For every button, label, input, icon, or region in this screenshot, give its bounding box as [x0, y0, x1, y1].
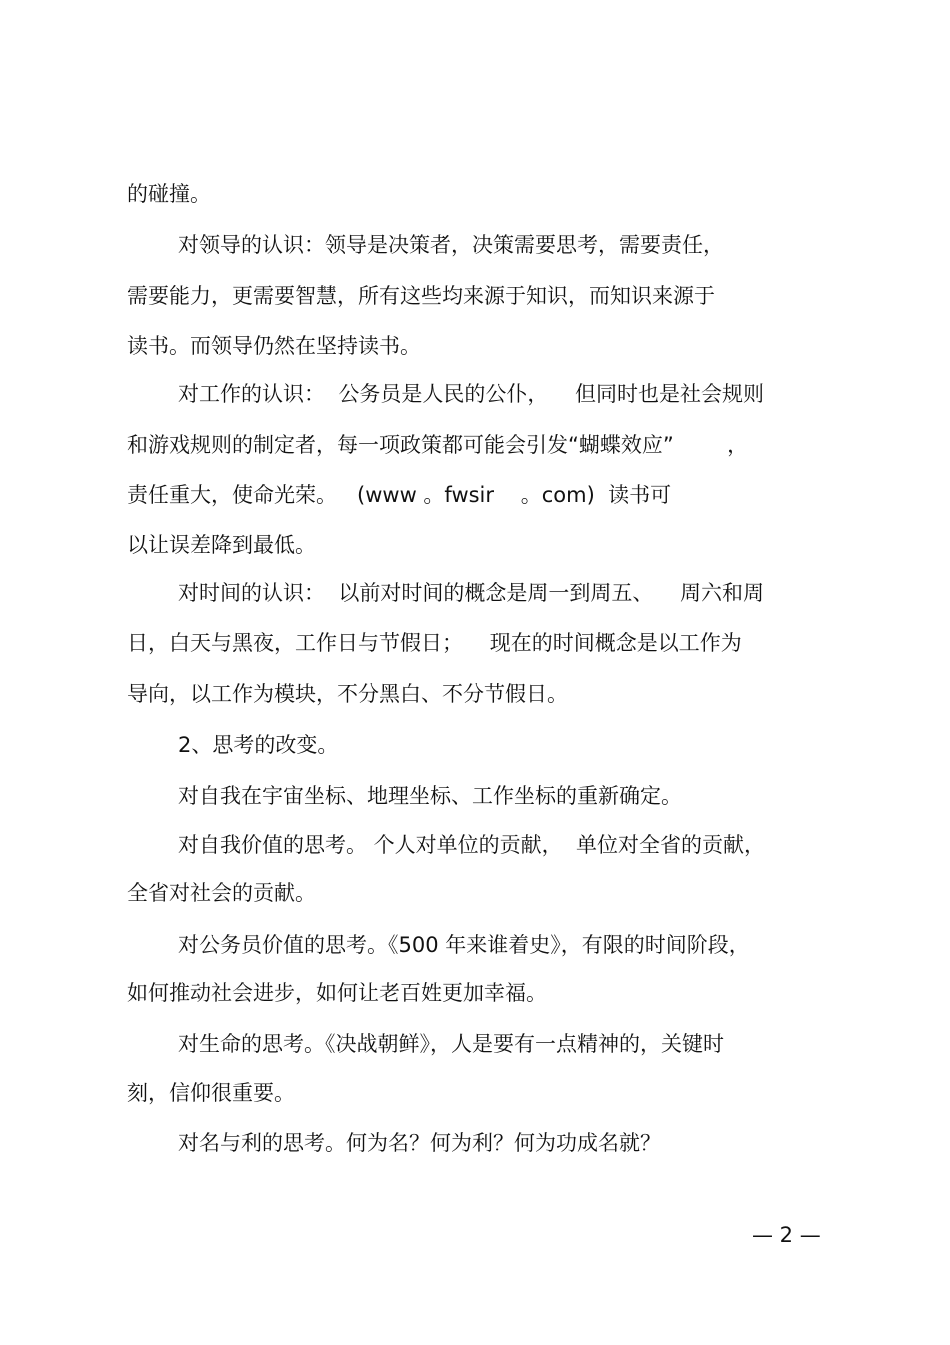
paragraph-line: 对领导的认识：领导是决策者，决策需要思考，需要责任， [178, 233, 724, 257]
text-line: 日，白天与黑夜，工作日与节假日； 现在的时间概念是以工作为 [127, 631, 742, 655]
text-line: 读书。而领导仍然在坚持读书。 [127, 334, 421, 358]
paragraph-line: 对名与利的思考。何为名？何为利？何为功成名就？ [178, 1131, 661, 1155]
paragraph-line: 对公务员价值的思考。《500 年来谁着史》，有限的时间阶段， [178, 933, 750, 957]
text-line: 导向，以工作为模块，不分黑白、不分节假日。 [127, 682, 568, 706]
paragraph-line: 2、思考的改变。 [178, 733, 339, 757]
paragraph-line: 对工作的认识： 公务员是人民的公仆， 但同时也是社会规则 [178, 382, 765, 406]
text-line: 需要能力，更需要智慧，所有这些均来源于知识，而知识来源于 [127, 284, 715, 308]
paragraph-line: 对时间的认识： 以前对时间的概念是周一到周五、 周六和周 [178, 581, 765, 605]
text-line: 和游戏规则的制定者，每一项政策都可能会引发“蝴蝶效应” ， [127, 433, 749, 457]
text-line: 的碰撞。 [127, 182, 211, 206]
text-line: 以让误差降到最低。 [127, 533, 316, 557]
text-line: 如何推动社会进步，如何让老百姓更加幸福。 [127, 981, 547, 1005]
text-line: 全省对社会的贡献。 [127, 881, 316, 905]
paragraph-line: 对生命的思考。《决战朝鲜》，人是要有一点精神的，关键时 [178, 1032, 724, 1056]
text-line: 刻，信仰很重要。 [127, 1081, 295, 1105]
page-number: — 2 — [752, 1223, 821, 1247]
paragraph-line: 对自我在宇宙坐标、地理坐标、工作坐标的重新确定。 [178, 784, 682, 808]
text-line: 责任重大，使命光荣。 (www 。fwsir 。com) 读书可 [127, 483, 672, 507]
paragraph-line: 对自我价值的思考。 个人对单位的贡献， 单位对全省的贡献， [178, 833, 766, 857]
